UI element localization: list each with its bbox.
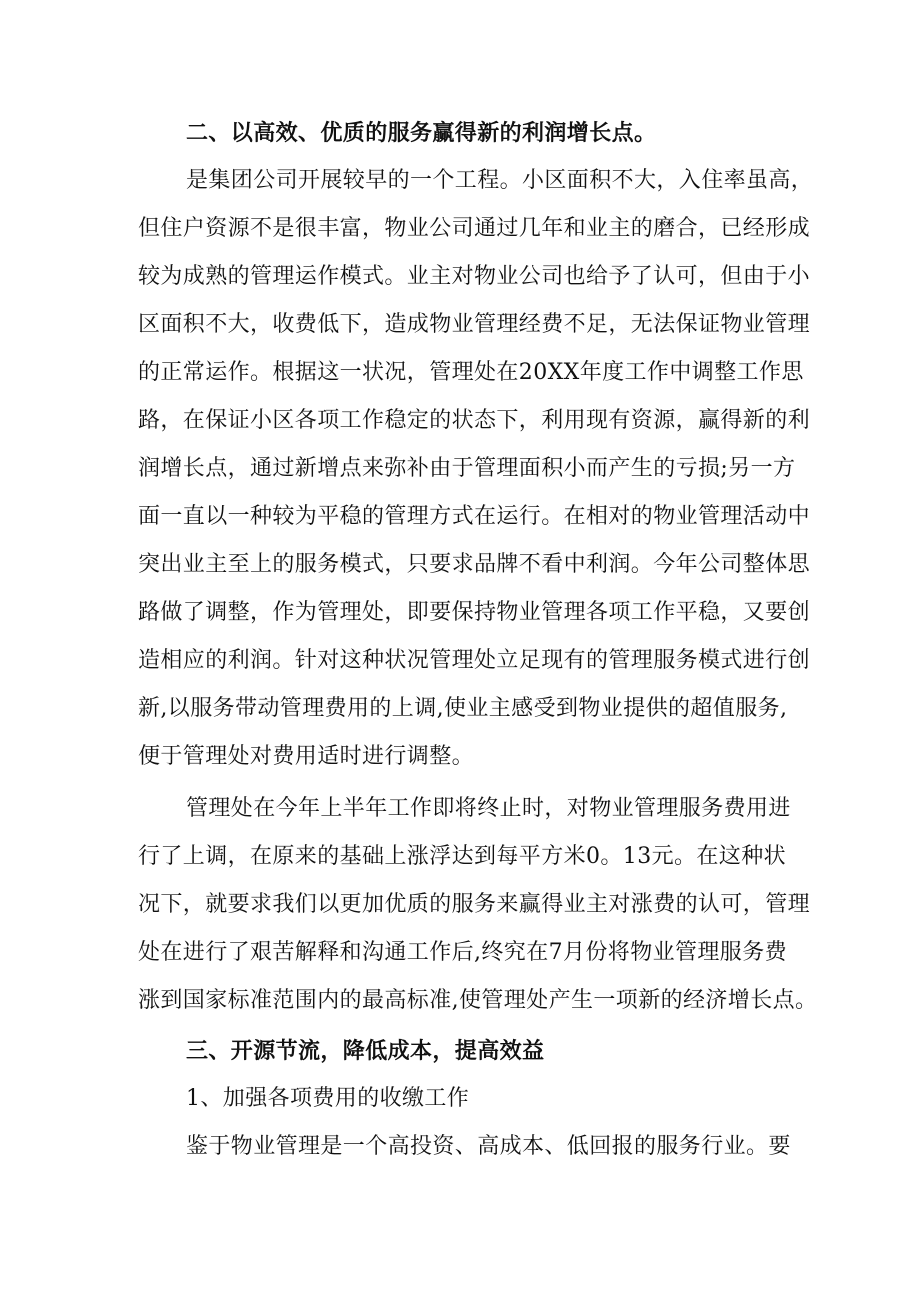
paragraph-1-line: 路，在保证小区各项工作稳定的状态下，利用现有资源，赢得新的利 (138, 408, 811, 433)
paragraph-3-line: 鉴于物业管理是一个高投资、高成本、低回报的服务行业。要 (186, 1134, 791, 1159)
paragraph-1-line: 便于管理处对费用适时进行调整。 (138, 744, 475, 769)
paragraph-1-line: 区面积不大，收费低下，造成物业管理经费不足，无法保证物业管理 (138, 312, 811, 337)
section-heading-2: 二、以高效、优质的服务赢得新的利润增长点。 (186, 120, 657, 146)
paragraph-1-line: 的正常运作。根据这一状况，管理处在20XX年度工作中调整工作思 (138, 360, 804, 385)
section-heading-3: 三、开源节流，降低成本，提高效益 (186, 1038, 545, 1064)
paragraph-2-line: 处在进行了艰苦解释和沟通工作后,终究在7月份将物业管理服务费 (138, 940, 787, 965)
paragraph-2-line: 管理处在今年上半年工作即将终止时，对物业管理服务费用进 (186, 796, 791, 821)
paragraph-1-line: 润增长点，通过新增点来弥补由于管理面积小而产生的亏损;另一方 (138, 456, 796, 481)
paragraph-2-line: 行了上调，在原来的基础上涨浮达到每平方米0。13元。在这种状 (138, 844, 786, 869)
paragraph-1-line: 但住户资源不是很丰富，物业公司通过几年和业主的磨合，已经形成 (138, 216, 811, 241)
subheading-1: 1、加强各项费用的收缴工作 (186, 1086, 470, 1111)
paragraph-1-line: 新,以服务带动管理费用的上调,使业主感受到物业提供的超值服务, (138, 696, 788, 721)
paragraph-1-line: 造相应的利润。针对这种状况管理处立足现有的管理服务模式进行创 (138, 648, 811, 673)
paragraph-1-line: 突出业主至上的服务模式，只要求品牌不看中利润。今年公司整体思 (138, 552, 811, 577)
paragraph-1-line: 路做了调整，作为管理处，即要保持物业管理各项工作平稳，又要创 (138, 600, 811, 625)
paragraph-2-line: 涨到国家标准范围内的最高标准,使管理处产生一项新的经济增长点。 (138, 988, 818, 1013)
paragraph-1-line: 面一直以一种较为平稳的管理方式在运行。在相对的物业管理活动中 (138, 504, 811, 529)
paragraph-1-line: 是集团公司开展较早的一个工程。小区面积不大，入住率虽高， (186, 168, 814, 193)
paragraph-1-line: 较为成熟的管理运作模式。业主对物业公司也给予了认可，但由于小 (138, 264, 811, 289)
paragraph-2-line: 况下，就要求我们以更加优质的服务来赢得业主对涨费的认可，管理 (138, 892, 811, 917)
